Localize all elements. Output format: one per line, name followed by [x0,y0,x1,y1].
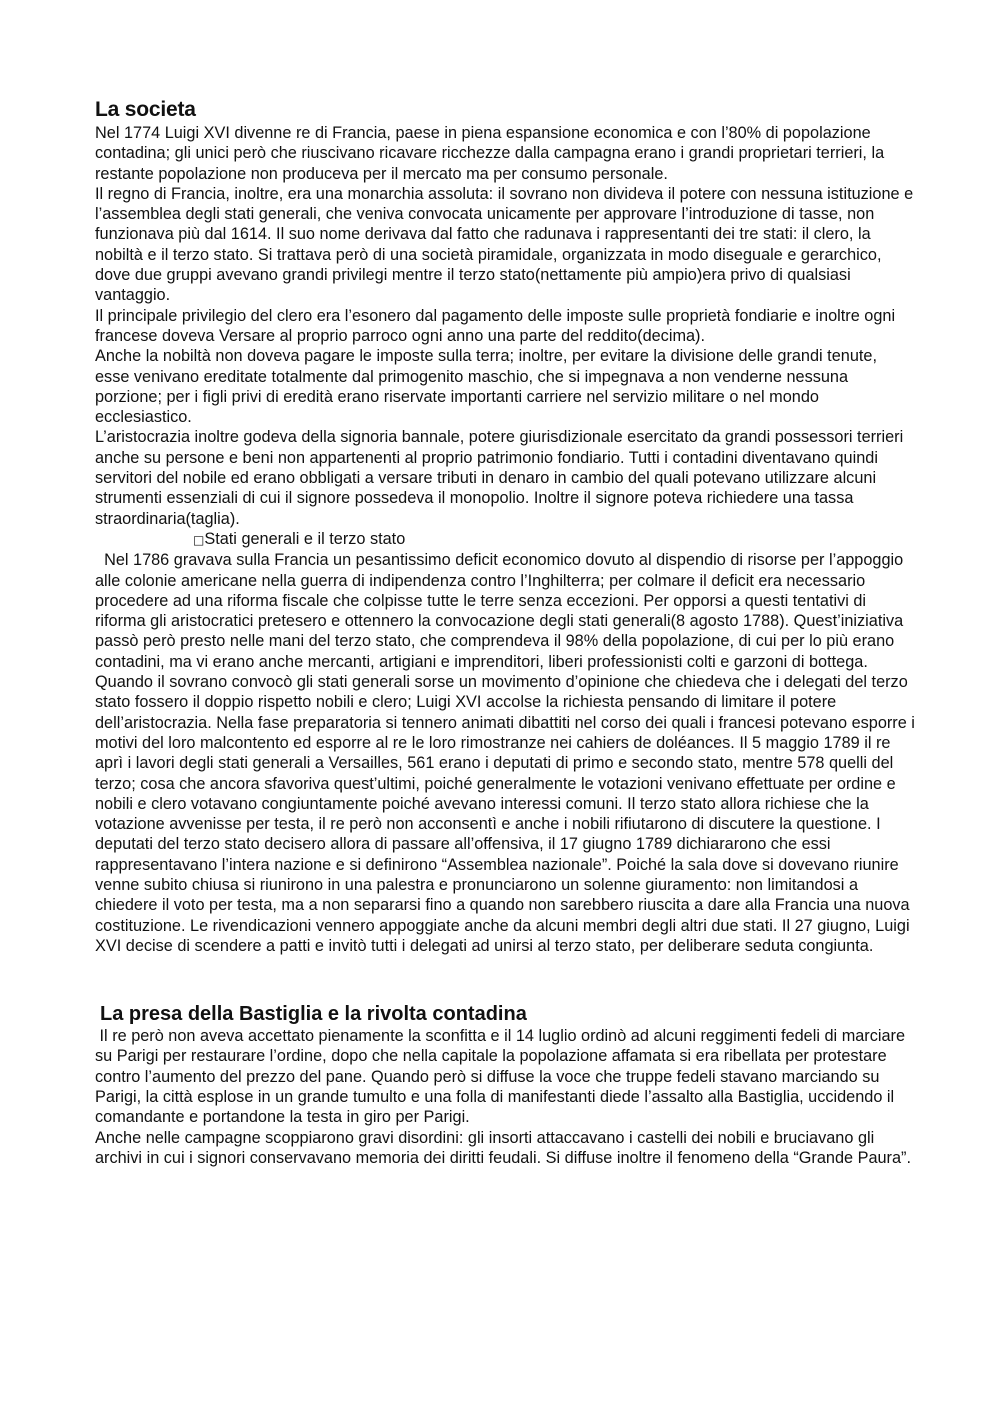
paragraph: Anche nelle campagne scoppiarono gravi disordini: gli insorti attaccavano i castelli dei nobili e bruciavano gli archivi in cui i signori conservavano memoria dei diritti feudali. Si diffuse inoltre il fenomeno della “Grande Paura”. [95,1128,911,1167]
document-page [95,97,920,1168]
paragraph: Il re però non aveva accettato pienamente la sconfitta e il 14 luglio ordinò ad alcuni reggimenti fedeli di marciare su Parigi per restaurare l’ordine, dopo che nella capitale la popolazione affamata si era ribellata per protestare contro l’aumento del prezzo del pane. Quando però si diffuse la voce che truppe fedeli stavano marciando su Parigi, la città esplose in un grande tumulto e una folla di manifestanti diede l’assalto alla Bastiglia, uccidendo il comandante e portandone la testa in giro per Parigi. [95,1027,910,1127]
paragraph: Nel 1786 gravava sulla Francia un pesantissimo deficit economico dovuto al dispendio di risorse per l’appoggio alle colonie americane nella guerra di indipendenza contro l’Inghilterra; per colmare il deficit era necessario procedere ad una riforma fiscale che colpisse tutte le terre senza eccezioni. Per opporsi a questi tentativi di riforma gli aristocratici pretesero e ottennero la convocazione degli stati generali(8 agosto 1788). Quest’iniziativa passò però presto nelle mani del terzo stato, che comprendeva il 98% della popolazione, di cui per lo più erano contadini, ma vi erano anche mercanti, artigiani e imprenditori, liberi professionisti colti e garzoni di bottega. [95,551,908,671]
section-title-bastiglia: La presa della Bastiglia e la rivolta contadina [100,1003,527,1026]
section-spacer [95,956,915,1002]
checkbox-glyph-icon: □ [193,532,205,547]
paragraph: Il regno di Francia, inoltre, era una monarchia assoluta: il sovrano non divideva il potere con nessuna istituzione e l’assemblea degli stati generali, che veniva convocata unicamente per approvare l’introduzione di tasse, non funzionava più dal 1614. Il suo nome derivava dal fatto che radunava i rappresentanti dei tre stati: il clero, la nobiltà e il terzo stato. Si trattava però di una società piramidale, organizzata in modo diseguale e gerarchico, dove due gruppi avevano grandi privilegi mentre il terzo stato(nettamente più ampio)era privo di qualsiasi vantaggio. [95,184,918,305]
subsection-title: Stati generali e il terzo stato [204,529,406,548]
paragraph: L’aristocrazia inoltre godeva della signoria bannale, potere giurisdizionale esercitato da grandi possessori terrieri anche su persone e beni non appartenenti al proprio patrimonio fondiario. Tutti i contadini diventavano quindi servitori del nobile ed erano obbligati a versare tributi in denaro in cambio del quali potevano utilizzare alcuni strumenti essenziali di cui il signore possedeva il monopolio. Inoltre il signore poteva richiedere una tassa straordinaria(taglia). [95,428,908,528]
paragraph: Il principale privilegio del clero era l’esonero dal pagamento delle imposte sulle proprietà fondiarie e inoltre ogni francese doveva Versare al proprio parroco ogni anno una parte del reddito(decima). [95,306,900,345]
paragraph: Quando il sovrano convocò gli stati generali sorse un movimento d’opinione che chiedeva che i delegati del terzo stato fossero il doppio rispetto nobili e clero; Luigi XVI accolse la richiesta pensando di limitare il potere dell’aristocrazia. Nella fase preparatoria si tennero animati dibattiti nel corso dei quali i francesi potevano esporre i motivi del loro malcontento ed esporre al re le loro rimostranze nei cahiers de doléances. Il 5 maggio 1789 il re aprì i lavori degli stati generali a Versailles, 561 erano i deputati di primo e secondo stato, mentre 578 quelli del terzo; cosa che ancora sfavoriva quest’ultimi, poiché generalmente le votazioni venivano effettuate per ordine e nobili e clero votavano congiuntamente poiché avevano interessi comuni. Il terzo stato allora richiese che la votazione avvenisse per testa, il re però non acconsentì e anche i nobili rifiutarono di discutere la questione. I deputati del terzo stato decisero allora di passare all’offensiva, il 17 giugno 1789 dichiararono che essi rappresentavano l’intera nazione e si definirono “Assemblea nazionale”. Poiché la sala dove si dovevano riunire venne subito chiusa si riunirono in una palestra e pronunciarono un solenne giuramento: non limitandosi a chiedere il voto per testa, ma a non separarsi fino a quando non sarebbero riuscita a dare alla Francia una nuova costituzione. Le rivendicazioni vennero appoggiate anche da alcuni membri degli altri due stati. Il 27 giugno, Luigi XVI decise di scendere a patti e invitò tutti i delegati ad unirsi al terzo stato, per deliberare seduta congiunta. [95,673,920,955]
section-title-societa: La societa [95,98,196,121]
subsection-heading [95,529,915,550]
paragraph: Anche la nobiltà non doveva pagare le imposte sulla terra; inoltre, per evitare la divisione delle grandi tenute, esse venivano ereditate totalmente dal primogenito maschio, che si impegnava a non venderne nessuna porzione; per i figli privi di eredità erano riservate importanti carriere nel servizio militare o nel mondo ecclesiastico. [95,347,882,427]
paragraph: Nel 1774 Luigi XVI divenne re di Francia, paese in piena espansione economica e con l’80% di popolazione contadina; gli unici però che riuscivano ricavare ricchezze dalla campagna erano i grandi proprietari terrieri, la restante popolazione non produceva per il mercato ma per consumo personale. [95,124,889,183]
